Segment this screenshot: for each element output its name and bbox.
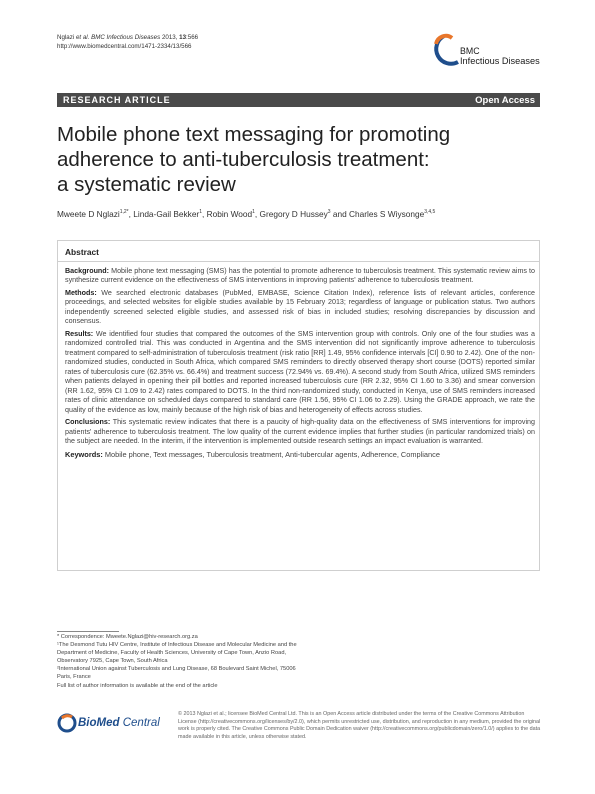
author-affiliation: 3,4,5 xyxy=(424,209,436,216)
article-title xyxy=(57,122,537,197)
author-affiliation: 1 xyxy=(252,209,255,216)
journal-logo-line1: BMC xyxy=(460,46,480,56)
section-text: Mobile phone text messaging (SMS) has the potential to promote adherence to tuberculosis treatment. This systematic review aims to synthesize current evidence on the effectiveness of SMS interventions in improving patients' adherence to tuberculosis treatment. xyxy=(65,267,536,285)
abstract-keywords xyxy=(65,450,535,459)
author-name: Linda-Gail Bekker xyxy=(133,209,200,219)
citation-volume: 13 xyxy=(179,34,187,41)
citation-year: 2013, xyxy=(161,34,178,41)
footnote-divider xyxy=(57,631,119,632)
author-name: Robin Wood xyxy=(206,209,253,219)
author-affiliation: 3 xyxy=(327,209,331,216)
title-line-1: Mobile phone text messaging for promoting xyxy=(57,123,451,146)
footnotes xyxy=(57,633,297,690)
author-info-note: Full list of author information is available at the end of the article xyxy=(57,682,218,689)
abstract-results xyxy=(65,330,535,415)
citation-article-no: :566 xyxy=(186,34,199,41)
abstract-methods xyxy=(65,289,535,327)
affiliation-1: ¹The Desmond Tutu HIV Centre, Institute of Infectious Disease and Molecular Medicine and the Department of Medicine, Faculty of Health Sciences, University of Cape Town, Anzio Road, Observatory 7925, Cape Town, South Africa xyxy=(57,642,297,665)
abstract-conclusions xyxy=(65,418,535,446)
citation-journal: et al. BMC Infectious Diseases xyxy=(75,34,161,41)
section-text: This systematic review indicates that there is a paucity of high-quality data on the effectiveness of SMS interventions for improving patients' adherence to tuberculosis treatment. The low quality of the current evidence implies that further studies (in particular randomized trials) on the subject are needed. In the interim, if the intervention is implemented outside research settings an impact evaluation is warranted. xyxy=(65,418,535,445)
journal-logo-line2: Infectious Diseases xyxy=(460,56,540,66)
keywords-text: Mobile phone, Text messages, Tuberculosis treatment, Anti-tubercular agents, Adherence, Compliance xyxy=(104,449,440,459)
author-affiliation: 1 xyxy=(199,209,202,216)
article-type-label: RESEARCH ARTICLE xyxy=(63,95,171,105)
abstract-header xyxy=(58,241,539,262)
section-label: Methods: xyxy=(65,289,97,297)
correspondence-note[interactable]: * Correspondence: Mweete.Nglazi@hiv-research.org.za xyxy=(57,634,198,640)
publisher-logo-bold: BioMed xyxy=(78,717,120,729)
section-label: Background: xyxy=(65,267,110,275)
publisher-logo-light: Central xyxy=(119,717,160,729)
open-access-label: Open Access xyxy=(475,94,535,106)
abstract-background xyxy=(65,267,535,286)
author-affiliation: 1,2* xyxy=(119,209,129,216)
affiliation-2: ²International Union against Tuberculosis and Lung Disease, 68 Boulevard Saint Michel, 75006 Paris, France xyxy=(57,666,296,681)
section-text: We identified four studies that compared the outcomes of the SMS intervention group with controls. Only one of the four studies was a randomized controlled trial. This was conducted in Argentina and the SMS intervention did not significantly improve adherence to tuberculosis treatment compared to self-administration of tuberculosis treatment (risk ratio [RR] 1.49, 95% confidence intervals [CI] 0.90 to 2.42). One of the non-randomized studies, conducted in South Africa, which compared SMS reminders to directly observed therapy short course (DOTS) reported similar rates of tuberculosis cure (62.35% vs. 66.4%) and treatment success (72.94% vs. 69.4%). A second study from South Africa, utilized SMS reminders when patients delayed in opening their pill bottles and reported increased tuberculosis cure (RR 2.32, 95% CI 1.60 to 3.36) and smear conversion (RR 1.62, 95% CI 1.09 to 2.42) rates compared to DOTS. In the third non-randomized study, conducted in Kenya, use of SMS reminders increased rates of clinic attendance on scheduled days compared to standard care (RR 1.56, 95% CI 1.06 to 2.29). Using the GRADE approach, we rate the quality of the evidence as low, mainly because of the high risk of bias and heterogeneity of effects across studies. xyxy=(65,329,535,414)
header-citation xyxy=(57,33,198,51)
abstract-heading: Abstract xyxy=(65,247,99,257)
author-list: Mweete D Nglazi$^{1,2*}$, Linda-Gail Bekker$^1$, Robin Wood$^1$, Gregory D Hussey$^3$ and Charles S Wiysonge$^{3,4,5}$ xyxy=(57,209,436,219)
section-label: Conclusions: xyxy=(65,418,111,427)
citation-author: Nglazi xyxy=(57,34,75,41)
journal-logo-text xyxy=(460,46,540,66)
title-line-2: adherence to anti-tuberculosis treatment: xyxy=(57,148,430,171)
author-name: Charles S Wiysonge xyxy=(349,209,425,219)
abstract-box xyxy=(57,240,540,571)
article-type-banner xyxy=(57,93,540,107)
citation-url[interactable]: http://www.biomedcentral.com/1471-2334/13/566 xyxy=(57,43,192,50)
section-text: We searched electronic databases (PubMed, EMBASE, Science Citation Index), reference lists of relevant articles, conference proceedings, and selected websites for eligible studies available by 15 February 2013; regardless of language or publication status. Two authors independently screened selected eligible studies, and assessed risk of bias in included studies; resolving discrepancies by discussion and consensus. xyxy=(65,289,535,326)
section-label: Results: xyxy=(65,329,94,338)
publisher-logo-text xyxy=(78,717,160,729)
abstract-body xyxy=(65,267,535,462)
title-line-3: a systematic review xyxy=(57,173,236,196)
author-name: Mweete D Nglazi xyxy=(57,209,120,219)
author-name: Gregory D Hussey xyxy=(259,209,328,219)
citation-line xyxy=(57,33,198,42)
section-label: Keywords: xyxy=(65,449,103,459)
license-text: © 2013 Nglazi et al.; licensee BioMed Central Ltd. This is an Open Access article distributed under the terms of the Creative Commons Attribution License (http://creativecommons.org/licenses/by/2.0), which permits unrestricted use, distribution, and reproduction in any medium, provided the original work is properly cited. The Creative Commons Public Domain Dedication waiver (http://creativecommons.org/publicdomain/zero/1.0/) applies to the data made available in this article, unless otherwise stated. xyxy=(178,711,541,741)
